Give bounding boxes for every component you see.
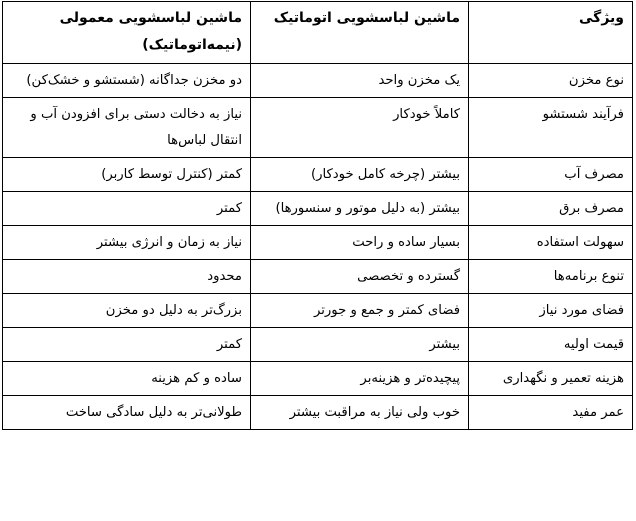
semi-automatic-cell: کمتر (کنترل توسط کاربر)	[3, 158, 251, 192]
feature-cell: عمر مفید	[469, 396, 633, 430]
semi-automatic-cell: محدود	[3, 260, 251, 294]
automatic-cell: خوب ولی نیاز به مراقبت بیشتر	[251, 396, 469, 430]
automatic-cell: پیچیده‌تر و هزینه‌بر	[251, 362, 469, 396]
feature-cell: نوع مخزن	[469, 64, 633, 98]
table-header-row	[3, 2, 633, 64]
semi-automatic-cell: دو مخزن جداگانه (شستشو و خشک‌کن)	[3, 64, 251, 98]
header-automatic: ماشین لباسشویی اتوماتیک	[251, 2, 469, 64]
table-row	[3, 260, 633, 294]
feature-cell: هزینه تعمیر و نگهداری	[469, 362, 633, 396]
table-row	[3, 396, 633, 430]
automatic-cell: بیشتر	[251, 328, 469, 362]
automatic-cell: فضای کمتر و جمع و جورتر	[251, 294, 469, 328]
automatic-cell: بیشتر (به دلیل موتور و سنسورها)	[251, 192, 469, 226]
semi-automatic-cell: طولانی‌تر به دلیل سادگی ساخت	[3, 396, 251, 430]
feature-cell: تنوع برنامه‌ها	[469, 260, 633, 294]
automatic-cell: کاملاً خودکار	[251, 98, 469, 158]
semi-automatic-cell: نیاز به زمان و انرژی بیشتر	[3, 226, 251, 260]
semi-automatic-cell: ساده و کم هزینه	[3, 362, 251, 396]
automatic-cell: بسیار ساده و راحت	[251, 226, 469, 260]
table-row	[3, 98, 633, 158]
table-row	[3, 64, 633, 98]
semi-automatic-cell: نیاز به دخالت دستی برای افزودن آب و انتقال لباس‌ها	[3, 98, 251, 158]
feature-cell: مصرف آب	[469, 158, 633, 192]
feature-cell: مصرف برق	[469, 192, 633, 226]
feature-cell: فضای مورد نیاز	[469, 294, 633, 328]
automatic-cell: گسترده و تخصصی	[251, 260, 469, 294]
table-row	[3, 192, 633, 226]
feature-cell: سهولت استفاده	[469, 226, 633, 260]
feature-cell: قیمت اولیه	[469, 328, 633, 362]
header-feature: ویژگی	[469, 2, 633, 64]
table-row	[3, 226, 633, 260]
semi-automatic-cell: کمتر	[3, 192, 251, 226]
feature-cell: فرآیند شستشو	[469, 98, 633, 158]
table-row	[3, 294, 633, 328]
header-semi-automatic: ماشین لباسشویی معمولی (نیمه‌اتوماتیک)	[3, 2, 251, 64]
semi-automatic-cell: بزرگ‌تر به دلیل دو مخزن	[3, 294, 251, 328]
table-row	[3, 328, 633, 362]
table-row	[3, 158, 633, 192]
table-row	[3, 362, 633, 396]
semi-automatic-cell: کمتر	[3, 328, 251, 362]
comparison-table	[2, 1, 633, 430]
automatic-cell: بیشتر (چرخه کامل خودکار)	[251, 158, 469, 192]
automatic-cell: یک مخزن واحد	[251, 64, 469, 98]
